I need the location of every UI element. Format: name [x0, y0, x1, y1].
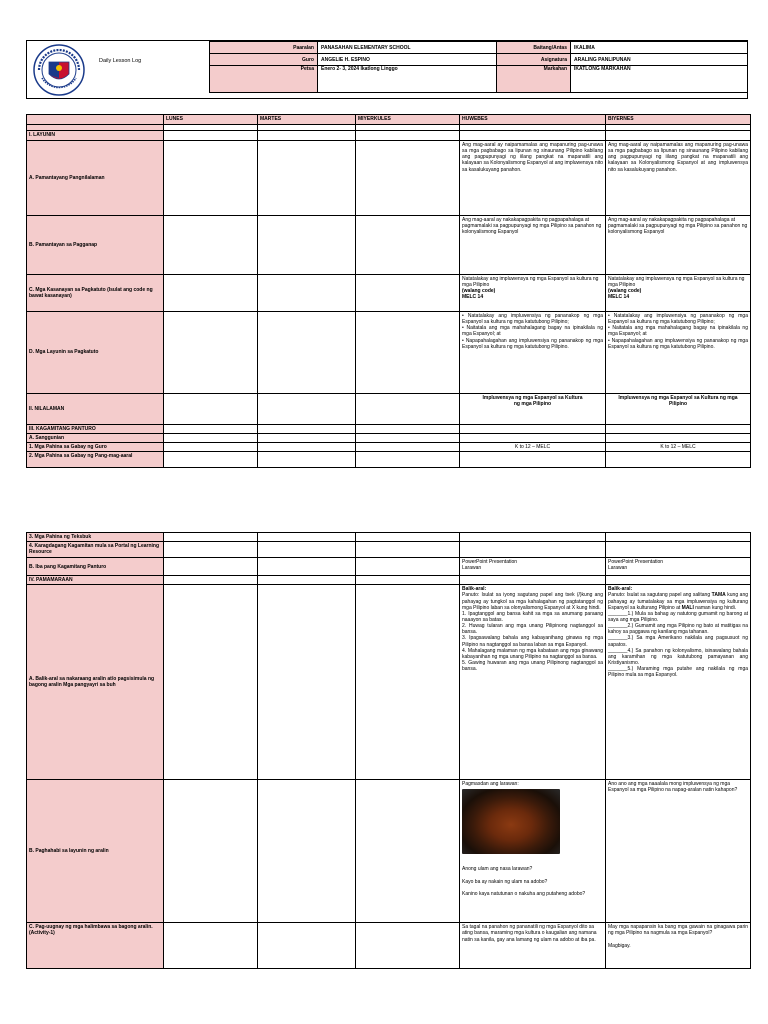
list-item: 1. Ipagtanggol ang bansa kahit sa mga sa anumang paraang naaayon sa batas.	[462, 610, 603, 623]
row-label: C. Pag-uugnay ng mga halimbawa sa bagong aralin. (Activity-1)	[27, 923, 164, 969]
row-label: B. Iba pang Kagamitang Panturo	[27, 558, 164, 576]
subject-label: Asignatura	[497, 54, 571, 66]
quarter-label: Markahan	[497, 66, 571, 93]
list-item: _______2.) Gumamit ang mga Pilipino ng bato at matitigas na kahoy sa paggawa ng kanilang mga tahanan.	[608, 623, 748, 636]
header-info-table	[209, 41, 748, 93]
list-item: • Natatalakay ang impluwensiya ng pananakop ng mga Espanyol sa kultura ng mga katutubong Pilipino;	[462, 313, 603, 326]
table-row	[27, 434, 751, 443]
deped-seal-icon	[33, 44, 85, 96]
table-row	[27, 216, 751, 275]
cell-friday: K to 12 – MELC	[606, 443, 751, 452]
row-label: 3. Mga Pahina ng Teksbuk	[27, 533, 164, 542]
material-item: PowerPoint Presentation	[462, 559, 518, 566]
row-label: II. NILALAMAN	[27, 394, 164, 425]
day-header: MARTES	[258, 115, 356, 125]
instructions: Panuto: Isulat sa sagutang papel ang salitang TAMA kung ang pahayag ay tumatalakay sa mga impluwensiya ng kulturang Espanyol sa kulturang Pilipino at MALI naman kung hindi.	[608, 592, 749, 611]
instructions: Panuto: Isulat sa iyong sagutang papel ang tsek (/)kung ang pahayag ay tungkol sa mga kahalagahan ng pagtatanggol ng mga Pilipino laban sa olonyalismong Espanyol at X kung hindi.	[462, 592, 603, 611]
day-header: BIYERNES	[606, 115, 751, 125]
question: Kayo ba ay nakain ng ulam na adobo?	[462, 878, 548, 885]
date-value: Enero 2- 3, 2024 Ikatlong Linggo	[318, 66, 497, 93]
grade-value: IKALIMA	[571, 42, 748, 54]
table-row	[27, 542, 751, 558]
competency-melc: MELC 14	[462, 294, 484, 301]
row-label: A. Sanggunian	[27, 434, 164, 443]
list-item: _______5.) Maraming mga putahe ang nakilala ng mga Pilipino mula sa mga Espanyol.	[608, 666, 748, 679]
cell-thursday: K to 12 – MELC	[460, 443, 606, 452]
header-block	[26, 40, 748, 99]
list-item: • Napapahalagahan ang impluwensiya ng pananakop ng mga Espanyol sa kultura ng mga katutubong Pilipino.	[608, 337, 748, 350]
grade-label: Baitang/Antas	[497, 42, 571, 54]
list-item: 5. Gawing huwaran ang mga unang Pilipinong nagtanggol sa bansa.	[462, 659, 603, 673]
material-item: PowerPoint Presentation	[608, 559, 664, 566]
adobo-photo	[462, 789, 560, 854]
material-item: Larawan	[462, 565, 482, 572]
row-label: D. Mga Layunin sa Pagkatuto	[27, 312, 164, 394]
table-row	[27, 394, 751, 425]
school-value: PANASAHAN ELEMENTARY SCHOOL	[318, 42, 497, 54]
table-row	[27, 275, 751, 312]
list-item: 4. Mahalagang malaman ng mga kabataan ang mga ginawang kabayanihan ng mga unang Pilipino na nagtanggol sa bansa.	[462, 647, 603, 660]
cell-friday	[606, 275, 751, 312]
row-label: A. Pamantayang Pangnilalaman	[27, 141, 164, 216]
cell-friday	[606, 312, 751, 394]
row-label: I. LAYUNIN	[27, 131, 164, 141]
material-item: Larawan	[608, 565, 628, 572]
row-label: C. Mga Kasanayan sa Pagkatuto (Isulat ang code ng bawat kasanayan)	[27, 275, 164, 312]
cell-thursday: Ang mag-aaral ay nakakapagpakita ng pagpapahalaga at pagmamalaki sa pagpupunyagi ng mga Pilipino sa panahon ng kolonyalismong Espanyol	[460, 216, 606, 275]
list-item: • Natatalakay ang impluwensiya ng pananakop ng mga Espanyol sa kultura ng mga katutubong Pilipino;	[608, 313, 748, 326]
competency-melc: MELC 14	[608, 294, 630, 301]
table-row	[27, 452, 751, 468]
cell-friday: Ang mag-aaral ay nakakapagpakita ng pagpapahalaga at pagmamalaki sa pagpupunyagi ng mga Pilipino sa panahon ng kolonyalismong Espanyol	[606, 216, 751, 275]
cell-thursday	[460, 585, 606, 780]
row-label: B. Pamantayan sa Pagganap	[27, 216, 164, 275]
cell-friday: Ang mag-aaral ay naipamamalas ang mapanuring pag-unawa sa mga pagbabago sa lipunan ng sinaunang Pilipino kabilang ang pagpupunyagi ng iilang pangkat na mapanatili ang kalayaan sa Kolonyalismong Espanyol at ang impluwensya nito sa kasalukuyang panahon.	[606, 141, 751, 216]
prompt: Pagmasdan ang larawan:	[462, 781, 519, 788]
corner-cell	[27, 115, 164, 125]
table-row	[27, 780, 751, 923]
school-label: Paaralan	[210, 42, 318, 54]
question: May mga napapansin ka bang mga gawain na ginagawa parin ng mga Pilipino na nagmula sa mga Espanyol?	[608, 924, 748, 937]
quarter-value: IKATLONG MARKAHAN	[571, 66, 748, 93]
table-row	[27, 425, 751, 434]
row-label: III. KAGAMITANG PANTURO	[27, 425, 164, 434]
row-label: B. Paghahabi sa layunin ng aralin	[27, 780, 164, 923]
list-item: _______4.) Sa panahon ng kolonyalismo, isinawalang bahala ang karamihan ng mga katutubong pamayanan ang Kristiyanismo.	[608, 647, 748, 666]
cell-friday: Impluwensya ng mga Espanyol sa Kultura ng mga Pilipino	[606, 394, 751, 425]
cell-thursday: Impluwensya ng mga Espanyol sa Kultura ng mga Pilipino	[460, 394, 606, 425]
table-row	[27, 443, 751, 452]
section-title: Balik-aral:	[608, 586, 633, 593]
row-label: 1. Mga Pahina sa Gabay ng Guro	[27, 443, 164, 452]
row-label: IV. PAMAMARAAN	[27, 576, 164, 585]
subject-value: ARALING PANLIPUNAN	[571, 54, 748, 66]
table-row	[27, 131, 751, 141]
table-row	[27, 558, 751, 576]
day-header: MIYERKULES	[356, 115, 460, 125]
cell-thursday: Sa tagal na panahon ng pananatili ng mga Espanyol dito sa ating bansa, maraming mga kultura o kaugalian ang namana natin sa kanila, gay ana lamang ng ulam na adobo at iba pa.	[460, 923, 606, 969]
teacher-label: Guro	[210, 54, 318, 66]
row-label: 2. Mga Pahina sa Gabay ng Pang-mag-aaral	[27, 452, 164, 468]
question: Kanino kaya natutunan o nakuha ang putaheng adobo?	[462, 890, 586, 897]
teacher-value: ANGELIE H. ESPINO	[318, 54, 497, 66]
section-title: Balik-aral:	[462, 586, 487, 593]
lesson-table-2	[26, 532, 751, 969]
table-row	[27, 312, 751, 394]
competency-code: (walang code)	[462, 288, 496, 295]
cell-thursday	[460, 312, 606, 394]
cell-thursday: Ang mag-aaral ay naipamamalas ang mapanuring pag-unawa sa mga pagbabago sa lipunan ng sinaunang Pilipino kabilang ang pagpupunyagi ng iilang pangkat na mapanatili ang kalayaan sa Kolonyalismong Espanyol at ang impluwensya nito sa kasalukuyang panahon.	[460, 141, 606, 216]
cell-thursday	[460, 780, 606, 923]
question: Magbigay.	[608, 942, 631, 949]
table-row	[27, 585, 751, 780]
row-label: A. Balik-aral sa nakaraang aralin at/o pagsisimula ng bagong aralin Mga pangyayri sa buh	[27, 585, 164, 780]
day-header: HUWEBES	[460, 115, 606, 125]
competency-text: Natatalakay ang impluwensya ng mga Espanyol sa kultura ng mga Pilipino	[462, 276, 599, 289]
table-row	[27, 141, 751, 216]
table-row	[27, 923, 751, 969]
list-item: 2. Huwag tularan ang mga unang Pilipinong nagtanggol sa bansa.	[462, 623, 603, 636]
list-item: • Naitatala ang mga mahahalagang bagay na ipinakilala ng mga Espanyol; at	[462, 325, 603, 338]
cell-thursday	[460, 275, 606, 312]
table-row	[27, 533, 751, 542]
cell-friday	[606, 923, 751, 969]
list-item: _______3.) Sa mga Amerikano nakilala ang pagsusuot ng sapatos.	[608, 635, 748, 648]
cell-friday	[606, 585, 751, 780]
lesson-table-1	[26, 114, 751, 468]
list-item: • Napapahalagahan ang impluwensiya ng pananakop ng mga Espanyol sa kultura ng mga katutubong Pilipino.	[462, 337, 603, 350]
day-header: LUNES	[164, 115, 258, 125]
cell-thursday	[460, 558, 606, 576]
competency-code: (walang code)	[608, 288, 642, 295]
list-item: • Naitatala ang mga mahahalagang bagay na ipinakilala ng mga Espanyol; at	[608, 325, 748, 338]
competency-text: Natatalakay ang impluwensya ng mga Espanyol sa kultura ng mga Pilipino	[608, 276, 745, 289]
cell-friday	[606, 558, 751, 576]
list-item: _______1.) Mula sa bahag ay natutong gumamit ng barong at saya ang mga Pilipino.	[608, 610, 748, 623]
day-header-row	[27, 115, 751, 125]
row-label: 4. Karagdagang Kagamitan mula sa Portal ng Learning Resource	[27, 542, 164, 558]
cell-friday: Ano ano ang mga naaalala mong impluwensya ng mga Espanyol sa mga Pilipino na napag-aralan natin kahapon?	[606, 780, 751, 923]
question: Anong ulam ang nasa larawan?	[462, 866, 533, 873]
table-row	[27, 576, 751, 585]
list-item: 3. Ipagsawalang bahala ang kabayanihang ginawa ng mga Pilipino na nagtanggol sa bansa laban sa mga Espanyol.	[462, 635, 603, 648]
document-title: Daily Lesson Log	[99, 58, 142, 64]
date-label: Petsa	[210, 66, 318, 93]
